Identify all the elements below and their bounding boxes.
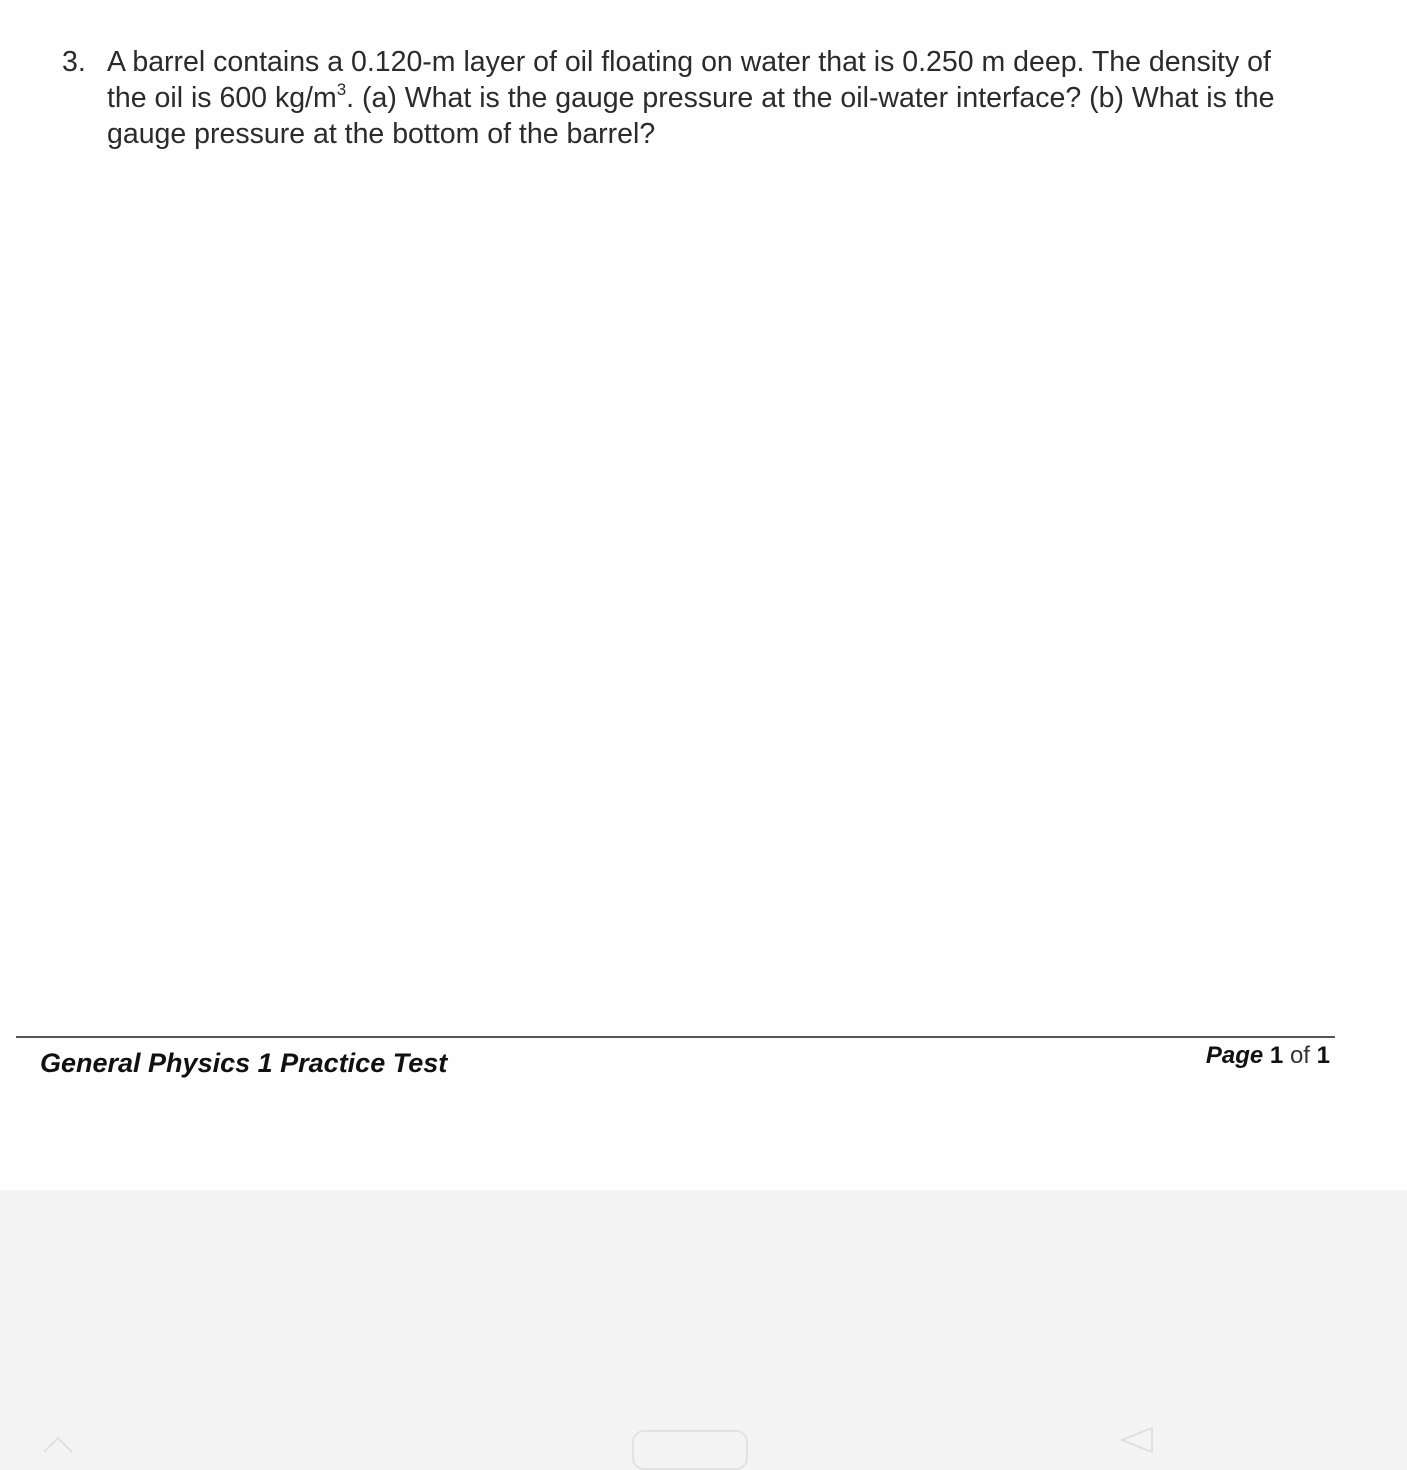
page-word: Page xyxy=(1205,1042,1264,1069)
system-navigation-bar xyxy=(0,1190,1407,1443)
recent-apps-icon[interactable] xyxy=(40,1432,76,1456)
footer-title: General Physics 1 Practice Test xyxy=(40,1048,448,1078)
back-icon[interactable] xyxy=(1118,1424,1156,1454)
footer-divider xyxy=(16,1036,1335,1038)
question-number: 3. xyxy=(62,46,86,78)
cut-off-previous-line xyxy=(108,0,1008,4)
question-3 xyxy=(62,44,1312,152)
home-icon[interactable] xyxy=(632,1430,748,1470)
superscript-exponent: 3 xyxy=(336,80,347,99)
page-total: 1 xyxy=(1316,1042,1330,1069)
question-text-part1: A barrel contains a 0.120-m layer of oil floating on water that is 0.250 m deep. The density of the oil is 600 kg/m xyxy=(107,46,1271,114)
page-of: of xyxy=(1289,1042,1310,1069)
page-current: 1 xyxy=(1269,1042,1284,1069)
question-text-part2: . (a) What is the gauge pressure at the oil-water interface? (b) What is the gauge pressure at the bottom of the barrel? xyxy=(107,82,1275,150)
question-text xyxy=(107,44,1312,152)
footer-page-indicator xyxy=(1206,1042,1330,1070)
